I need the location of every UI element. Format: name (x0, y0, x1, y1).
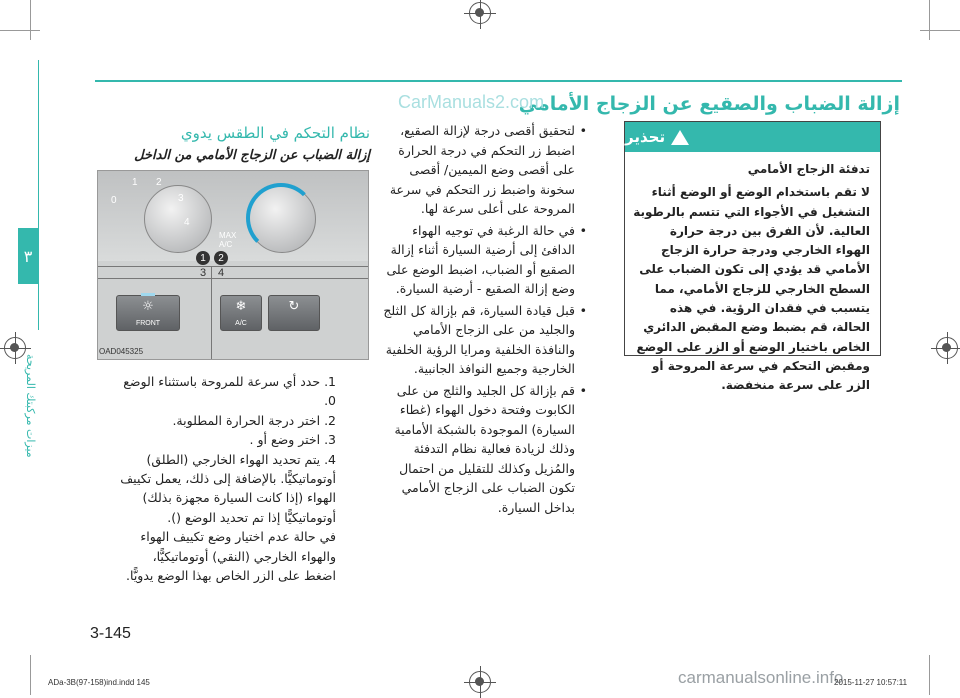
page-heading: إزالة الضباب والصقيع عن الزجاج الأمامي (518, 93, 900, 115)
figure-divider (211, 266, 212, 360)
crop-mark (920, 30, 960, 31)
recirculation-button (268, 295, 320, 331)
callout-2: 2 (214, 251, 228, 265)
registration-mark-icon (936, 337, 958, 359)
dial-number: 1 (132, 177, 138, 188)
step-item: 4. يتم تحديد الهواء الخارجي (الطلق) أوتوماتيكيًّا. بالإضافة إلى ذلك، يعمل تكييف الهواء (إذا كانت السيارة مجهزة بذلك) أوتوماتيكيًّا إذا تم تحديد الوضع (). (120, 451, 336, 525)
ac-button (220, 295, 262, 331)
page-number: 3-145 (90, 625, 131, 642)
footer-site: carmanualsonline.info (678, 668, 844, 687)
list-item: • قبل قيادة السيارة، قم بإزالة كل الثلج والجليد من على الزجاج الأمامي والنافذة الخلفية ومرايا الرؤية الخلفية الخارجية وجميع النوافذ الجانبية. (375, 301, 587, 379)
crop-mark (929, 0, 930, 40)
crop-mark (30, 0, 31, 40)
registration-mark-icon (469, 671, 491, 693)
step-item: 3. اختر وضع أو . (249, 432, 336, 448)
climate-control-figure (97, 170, 369, 360)
warning-triangle-icon (671, 130, 689, 145)
watermark: CarManuals2.com (398, 92, 545, 112)
chapter-badge: ٣ (18, 228, 38, 284)
callout-1: 1 (196, 251, 210, 265)
figure-divider (98, 278, 368, 279)
ac-button-label: A/C (235, 320, 247, 327)
max-ac-label: MAX A/C (219, 231, 237, 249)
step-item: 2. اختر درجة الحرارة المطلوبة. (172, 412, 336, 428)
figure-code: OAD045325 (99, 347, 144, 356)
front-defrost-icon: ☼ (142, 299, 154, 314)
rotation-arrow-icon (246, 183, 316, 253)
warning-box (624, 121, 881, 393)
bottom-label-4: 4 (218, 267, 225, 279)
warning-text: لا تقم باستخدام الوضع أو الوضع أثناء التشغيل في الأجواء التي تتسم بالرطوبة العالية. لأن الفرق بين درجة حرارة الهواء الخارجي ودرجة حرارة الزجاج الأمامي قد يؤدي إلى تكون الضباب على السطح الخارجي للزجاج الأمامي، مما يتسبب في فقدان الرؤية. في هذه الحالة، قم بضبط وضع المقبض الدائري الخاص باختيار الوضع أو الزر على الوضع ومقبض التحكم في سرعة المروحة أو الزر على سرعة منخفضة. (633, 185, 870, 393)
bottom-label-3: 3 (200, 267, 207, 279)
section-subtitle: إزالة الضباب عن الزجاج الأمامي من الداخل (134, 148, 370, 163)
crop-mark (929, 655, 930, 695)
procedure-steps (120, 372, 336, 585)
dial-number: 0 (111, 195, 117, 206)
figure-divider (98, 266, 368, 267)
step-item: في حالة عدم اختيار وضع تكييف الهواء والهواء الخارجي (النقي) أوتوماتيكيًّا، اضغط على الزر الخاص بهذا الوضع يدويًّا. (126, 529, 336, 584)
list-item: • قم بإزالة كل الجليد والثلج من على الكابوت وفتحة دخول الهواء (غطاء السيارة) الموجودة بالشبكة الأمامية وذلك لزيادة فعالية نظام التدفئة والمُزيل وكذلك للتقليل من احتمال تكون الضباب على الزجاج الأمامي بداخل السيارة. (375, 381, 587, 518)
crop-mark (0, 30, 40, 31)
footer-timestamp: 2015-11-27 10:57:11 (834, 678, 908, 687)
warning-body (625, 152, 880, 396)
dial-number: 3 (178, 193, 184, 204)
front-button-label: FRONT (135, 320, 161, 327)
indicator-light (141, 293, 155, 296)
dial-number: 2 (156, 177, 162, 188)
warning-header (625, 122, 880, 152)
snowflake-icon: ❄ (235, 299, 247, 314)
step-item: 1. حدد أي سرعة للمروحة باستثناء الوضع 0. (123, 374, 336, 409)
warning-subtitle: تدفئة الزجاج الأمامي (747, 162, 870, 176)
header-rule (95, 80, 902, 82)
crop-mark (30, 655, 31, 695)
section-title: نظام التحكم في الطقس يدوي (180, 124, 370, 142)
registration-mark-icon (469, 2, 491, 24)
warning-title: تحذير (625, 128, 666, 146)
chapter-label: ميزات مركبتك المريحة (24, 354, 37, 458)
front-defrost-button (116, 295, 180, 331)
footer-file: ADa-3B(97-158)ind.indd 145 (48, 678, 150, 687)
list-item: • في حالة الرغبة في توجيه الهواء الدافئ إلى أرضية السيارة أثناء إزالة الصقيع أو الضباب، اضبط الوضع على وضع إزالة الصقيع - أرضية السيارة. (375, 221, 587, 299)
list-item: • لتحقيق أقصى درجة لإزالة الصقيع، اضبط زر التحكم في درجة الحرارة على أقصى وضع الميمين/ أقصى سخونة واضبط زر التحكم في سرعة المروحة على أعلى سرعة لها. (375, 121, 587, 219)
bullet-list (375, 121, 587, 519)
dial-number: 4 (184, 217, 190, 228)
recirculation-icon: ↻ (288, 299, 300, 314)
